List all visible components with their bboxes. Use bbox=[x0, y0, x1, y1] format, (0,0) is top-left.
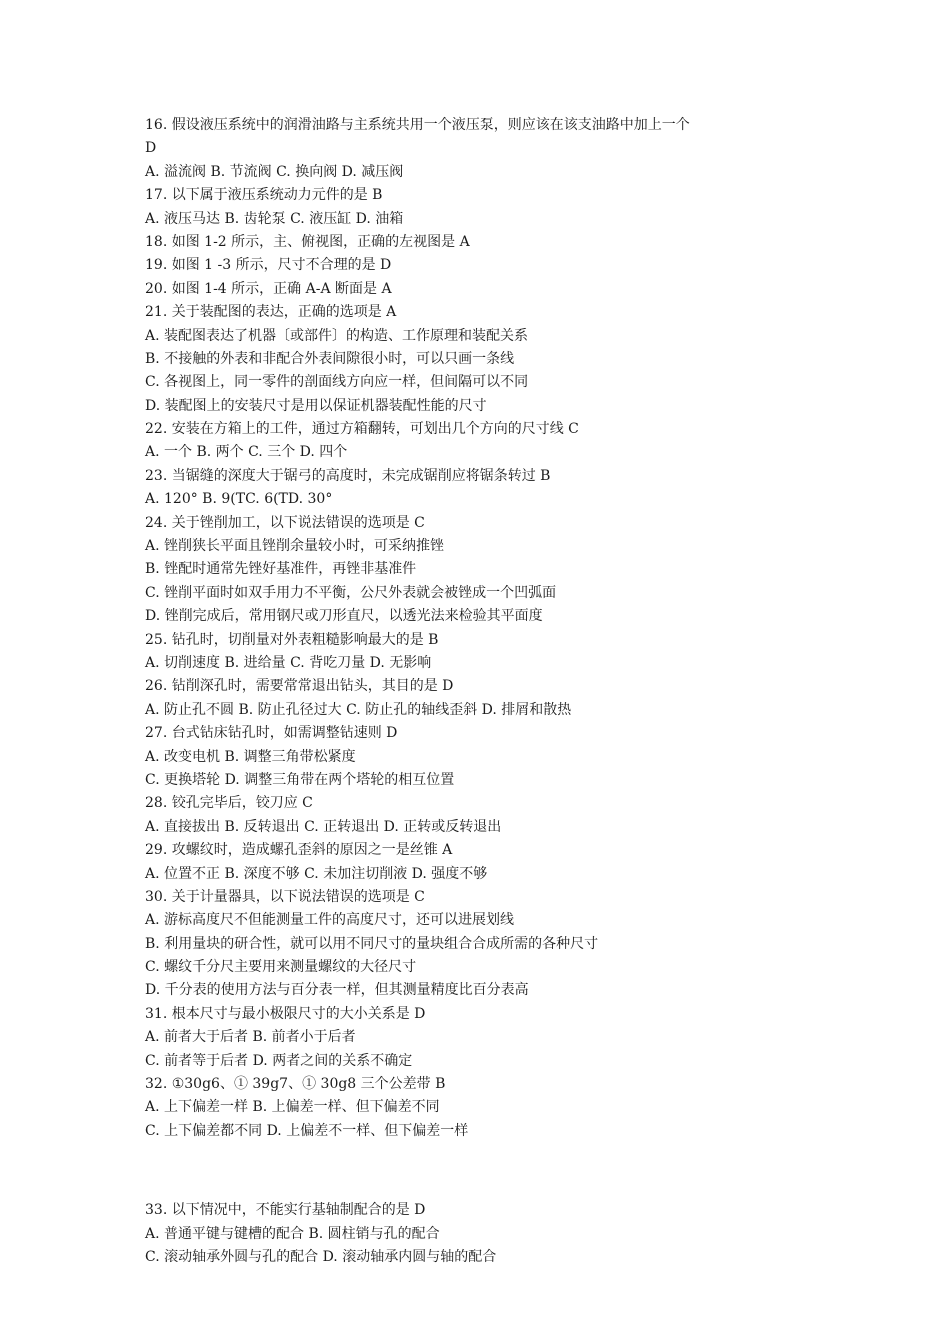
question-block-33 bbox=[145, 1199, 805, 1269]
text-line: 17. 以下属于液压系统动力元件的是 B bbox=[145, 187, 383, 204]
text-line: A. 一个 B. 两个 C. 三个 D. 四个 bbox=[145, 444, 348, 461]
document-page bbox=[145, 114, 805, 1269]
text-line: A. 120° B. 9(TC. 6(TD. 30° bbox=[145, 491, 333, 508]
text-line: 30. 关于计量器具，以下说法错误的选项是 C bbox=[145, 888, 425, 905]
text-line: C. 上下偏差都不同 D. 上偏差不一样、但下偏差一样 bbox=[145, 1122, 469, 1139]
text-line: A. 上下偏差一样 B. 上偏差一样、但下偏差不同 bbox=[145, 1099, 440, 1116]
text-line: A. 锉削狭长平面且锉削余量较小时，可采纳推锉 bbox=[145, 538, 445, 555]
text-line: 29. 攻螺纹时，造成螺孔歪斜的原因之一是丝锥 A bbox=[145, 842, 453, 859]
text-line: 23. 当锯缝的深度大于锯弓的高度时，未完成锯削应将锯条转过 B bbox=[145, 467, 551, 484]
text-line: 24. 关于锉削加工，以下说法错误的选项是 C bbox=[145, 514, 425, 531]
text-line: 18. 如图 1-2 所示，主、俯视图，正确的左视图是 A bbox=[145, 233, 470, 250]
text-line: A. 装配图表达了机器〔或部件〕的构造、工作原理和装配关系 bbox=[145, 327, 529, 344]
text-line: 33. 以下情况中，不能实行基轴制配合的是 D bbox=[145, 1202, 426, 1219]
text-line: C. 各视图上，同一零件的剖面线方向应一样，但间隔可以不同 bbox=[145, 374, 529, 391]
text-line: A. 液压马达 B. 齿轮泵 C. 液压缸 D. 油箱 bbox=[145, 210, 404, 227]
text-line: 31. 根本尺寸与最小极限尺寸的大小关系是 D bbox=[145, 1005, 426, 1022]
text-line: 27. 台式钻床钻孔时，如需调整钻速则 D bbox=[145, 725, 398, 742]
text-line: A. 位置不正 B. 深度不够 C. 未加注切削液 D. 强度不够 bbox=[145, 865, 488, 882]
text-line: 28. 铰孔完毕后，铰刀应 C bbox=[145, 795, 313, 812]
text-line: C. 更换塔轮 D. 调整三角带在两个塔轮的相互位置 bbox=[145, 771, 455, 788]
question-block-16-32 bbox=[145, 114, 805, 1143]
text-line: B. 不接触的外表和非配合外表间隙很小时，可以只画一条线 bbox=[145, 350, 515, 367]
text-line: 21. 关于装配图的表达，正确的选项是 A bbox=[145, 304, 397, 321]
text-line: A. 防止孔不圆 B. 防止孔径过大 C. 防止孔的轴线歪斜 D. 排屑和散热 bbox=[145, 701, 572, 718]
text-line: D. 锉削完成后，常用钢尺或刀形直尺，以透光法来检验其平面度 bbox=[145, 608, 543, 625]
text-line: 26. 钻削深孔时，需要常常退出钻头，其目的是 D bbox=[145, 678, 454, 695]
text-line: C. 螺纹千分尺主要用来测量螺纹的大径尺寸 bbox=[145, 959, 417, 976]
text-line: A. 切削速度 B. 进给量 C. 背吃刀量 D. 无影响 bbox=[145, 654, 432, 671]
text-line: C. 前者等于后者 D. 两者之间的关系不确定 bbox=[145, 1052, 413, 1069]
text-line: D. 千分表的使用方法与百分表一样，但其测量精度比百分表高 bbox=[145, 982, 529, 999]
text-line: A. 前者大于后者 B. 前者小于后者 bbox=[145, 1029, 356, 1046]
text-line: D bbox=[145, 140, 157, 157]
text-line: 20. 如图 1-4 所示，正确 A-A 断面是 A bbox=[145, 280, 392, 297]
text-line: B. 锉配时通常先锉好基准件，再锉非基准件 bbox=[145, 561, 417, 578]
text-line: A. 溢流阀 B. 节流阀 C. 换向阀 D. 减压阀 bbox=[145, 163, 404, 180]
text-line: 25. 钻孔时，切削量对外表粗糙影响最大的是 B bbox=[145, 631, 439, 648]
text-line: 19. 如图 1 -3 所示，尺寸不合理的是 D bbox=[145, 257, 392, 274]
text-line: A. 改变电机 B. 调整三角带松紧度 bbox=[145, 748, 356, 765]
text-line: B. 利用量块的研合性，就可以用不同尺寸的量块组合合成所需的各种尺寸 bbox=[145, 935, 599, 952]
text-line: 16. 假设液压系统中的润滑油路与主系统共用一个液压泵，则应该在该支油路中加上一个 bbox=[145, 117, 690, 133]
text-line: D. 装配图上的安装尺寸是用以保证机器装配性能的尺寸 bbox=[145, 397, 487, 414]
text-line: C. 滚动轴承外圆与孔的配合 D. 滚动轴承内圆与轴的配合 bbox=[145, 1248, 497, 1265]
text-line: A. 直接拔出 B. 反转退出 C. 正转退出 D. 正转或反转退出 bbox=[145, 818, 502, 835]
section-spacer bbox=[145, 1143, 805, 1199]
text-line: 32. ①30g6、① 39g7、① 30g8 三个公差带 B bbox=[145, 1076, 446, 1093]
text-line: A. 游标高度尺不但能测量工件的高度尺寸，还可以进展划线 bbox=[145, 912, 515, 929]
text-line: C. 锉削平面时如双手用力不平衡，公尺外表就会被锉成一个凹弧面 bbox=[145, 584, 557, 601]
text-line: 22. 安装在方箱上的工件，通过方箱翻转，可划出几个方向的尺寸线 C bbox=[145, 421, 579, 438]
text-line: A. 普通平键与键槽的配合 B. 圆柱销与孔的配合 bbox=[145, 1225, 440, 1242]
